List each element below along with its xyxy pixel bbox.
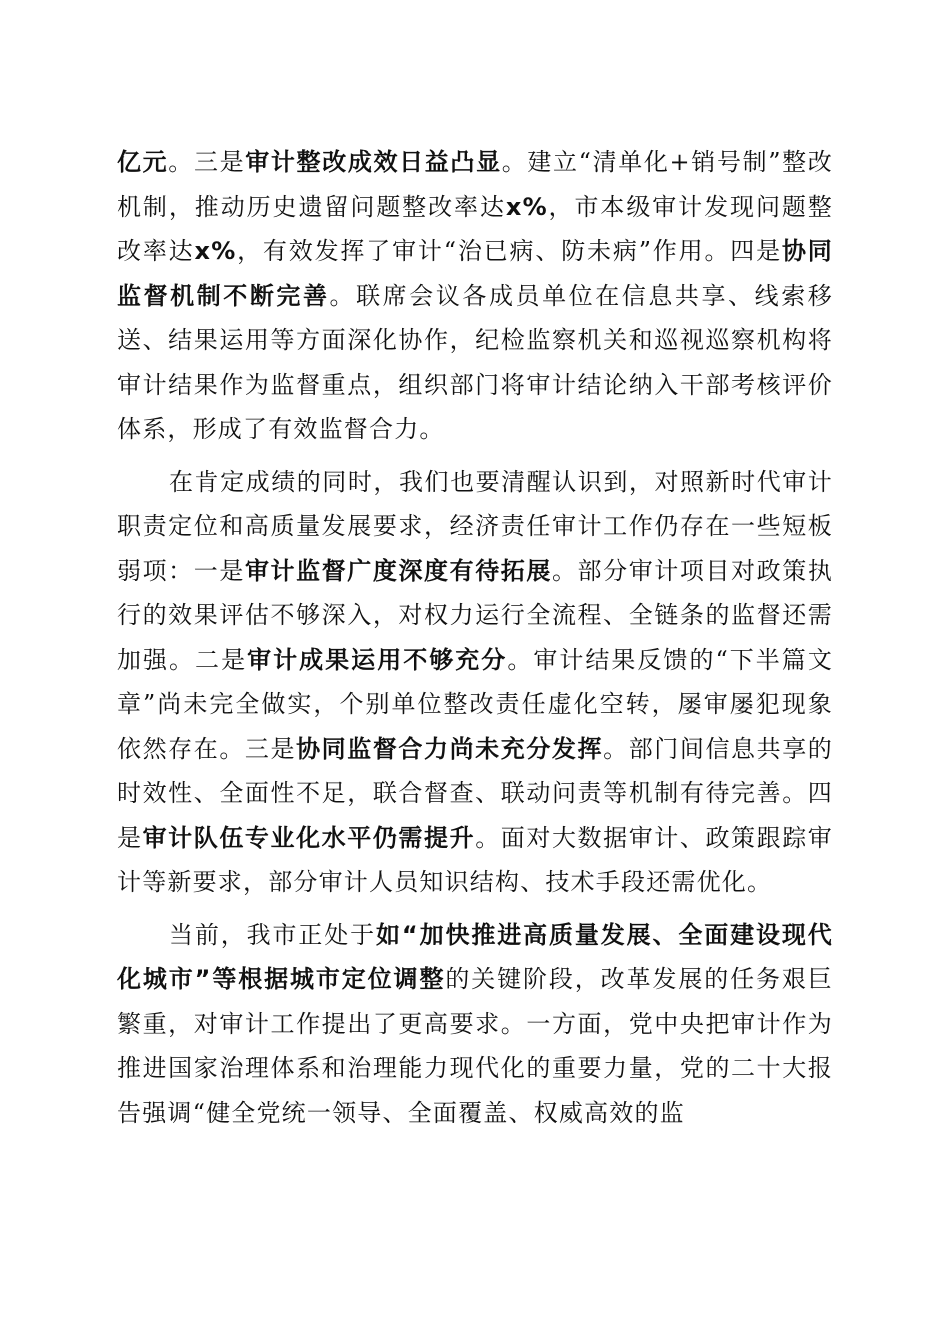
text-run: 。三是 [168, 148, 246, 176]
text-run: x% [194, 237, 237, 265]
document-page [117, 140, 833, 1300]
text-run: 的关键阶段，改革发展的任务艰巨繁重，对审计工作提出了更高要求。一方面，党中央把审计作为推进国家治理体系和治理能力现代化的重要力量，党的二十大报告强调“健全党统一领导、全面覆盖、权威高效的监 [117, 965, 834, 1127]
text-run: 审计监督广度深度有待拓展 [244, 556, 552, 585]
text-run: ，市本级审计发现问题整改率达 [117, 192, 834, 265]
text-run: 如“加快推进高质量发展、全面建设现代化城市”等根据城市定位调整 [117, 920, 833, 993]
text-run: 协同监督机制不断完善 [117, 237, 834, 310]
text-run: 亿元 [117, 148, 169, 176]
text-run: ，有效发挥了审计“治已病、防未病”作用。四是 [236, 237, 782, 265]
text-run: 审计成果运用不够充分 [247, 645, 508, 674]
text-run: 。部分审计项目对政策执行的效果评估不够深入，对权力运行全流程、全链条的监督还需加强。二是 [117, 556, 834, 674]
text-run: 。联席会议各成员单位在信息共享、线索移送、结果运用等方面深化协作，纪检监察机关和巡视巡察机构将审计结果作为监督重点，组织部门将审计结论纳入干部考核评价体系，形成了有效监督合力。 [117, 281, 833, 443]
text-run: 。审计结果反馈的“下半篇文章”尚未完全做实，个别单位整改责任虚化空转，屡审屡犯现象依然存在。三是 [117, 645, 834, 763]
text-run: 审计队伍专业化水平仍需提升 [142, 823, 476, 852]
text-run: 协同监督合力尚未充分发挥 [296, 734, 604, 763]
text-run: 当前，我市正处于 [169, 920, 377, 949]
paragraph-3 [117, 913, 833, 1136]
paragraph-1 [117, 140, 833, 452]
text-run: x% [505, 192, 548, 221]
text-run: 。面对大数据审计、政策跟踪审计等新要求，部分审计人员知识结构、技术手段还需优化。 [117, 823, 833, 896]
text-run: 审计整改成效日益凸显 [245, 148, 502, 176]
text-run: 。建立“清单化+销号制”整改机制，推动历史遗留问题整改率达 [117, 148, 834, 221]
text-run: 。部门间信息共享的时效性、全面性不足，联合督查、联动问责等机制有待完善。四是 [117, 734, 833, 852]
paragraph-2 [117, 460, 833, 905]
text-run: 在肯定成绩的同时，我们也要清醒认识到，对照新时代审计职责定位和高质量发展要求，经济责任审计工作仍存在一些短板弱项：一是 [117, 467, 833, 585]
